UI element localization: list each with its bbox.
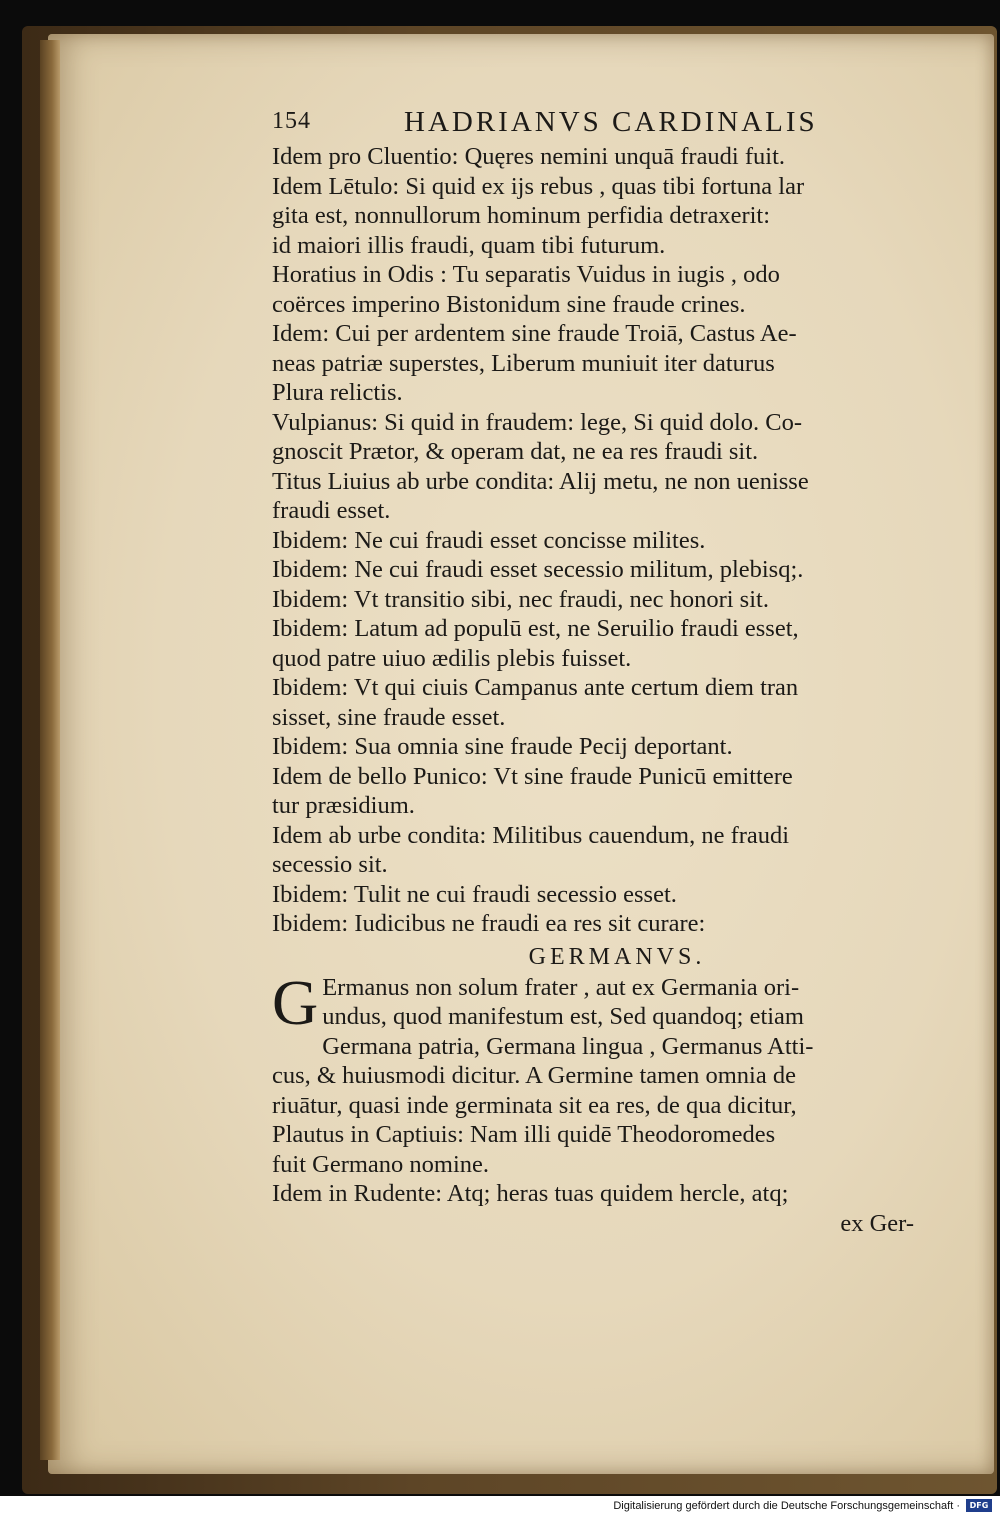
text-line: undus, quod manifestum est, Sed quandoq; etiam: [322, 1003, 804, 1030]
text-line: Ibidem: Latum ad populū est, ne Seruilio fraudi esset,: [272, 615, 799, 642]
text-lines-bottom: [272, 1032, 922, 1209]
text-line: gnoscit Prætor, & operam dat, ne ea res fraudi sit.: [272, 438, 759, 465]
section-heading: GERMANVS.: [528, 943, 706, 970]
main-text: [272, 142, 922, 1238]
catchword: ex Ger-: [840, 1209, 914, 1237]
text-line: quod patre uiuo ædilis plebis fuisset.: [272, 644, 632, 672]
text-line: riuātur, quasi inde germinata sit ea res, de qua dicitur,: [272, 1091, 797, 1119]
text-line: Vulpianus: Si quid in fraudem: lege, Si quid dolo. Co-: [272, 408, 803, 436]
text-line: gita est, nonnullorum hominum perfidia detraxerit:: [272, 202, 771, 229]
text-line: Plautus in Captiuis: Nam illi quidē Theodoromedes: [272, 1121, 776, 1148]
page-edge: [40, 40, 60, 1460]
text-line: Germana patria, Germana lingua , Germanus Atti-: [322, 1032, 814, 1060]
text-line: Titus Liuius ab urbe condita: Alij metu, ne non uenisse: [272, 467, 809, 495]
dropcap-paragraph: [272, 966, 922, 1038]
text-line: Plura relictis.: [272, 379, 403, 406]
text-line: tur præsidium.: [272, 792, 415, 819]
running-title: HADRIANVS CARDINALIS: [404, 106, 818, 138]
text-line: Idem pro Cluentio: Quęres nemini unquā fraudi fuit.: [272, 143, 786, 170]
text-line: id maiori illis fraudi, quam tibi futurum.: [272, 231, 666, 259]
text-line: Idem ab urbe condita: Militibus cauendum, ne fraudi: [272, 821, 790, 849]
funding-notice: Digitalisierung gefördert durch die Deutsche Forschungsgemeinschaft ·: [613, 1500, 960, 1512]
text-line: fuit Germano nomine.: [272, 1150, 490, 1178]
text-line: Idem in Rudente: Atq; heras tuas quidem hercle, atq;: [272, 1180, 789, 1207]
text-line: fraudi esset.: [272, 497, 391, 524]
dfg-logo: DFG: [966, 1499, 992, 1512]
text-line: Ibidem: Vt transitio sibi, nec fraudi, nec honori sit.: [272, 585, 769, 613]
text-line: secessio sit.: [272, 851, 388, 878]
text-line: Idem Lētulo: Si quid ex ijs rebus , quas tibi fortuna lar: [272, 172, 805, 200]
page-number: 154: [272, 108, 311, 134]
text-line: Idem: Cui per ardentem sine fraude Troiā, Castus Ae-: [272, 320, 797, 347]
text-line: Ibidem: Ne cui fraudi esset secessio militum, plebisq;.: [272, 556, 804, 583]
text-line: Ibidem: Tulit ne cui fraudi secessio esset.: [272, 880, 677, 908]
text-line: Ibidem: Ne cui fraudi esset concisse milites.: [272, 526, 706, 554]
text-line: Horatius in Odis : Tu separatis Vuidus in iugis , odo: [272, 261, 780, 288]
text-line: Ermanus non solum frater , aut ex Germania ori-: [322, 973, 800, 1001]
text-lines-top: [272, 142, 922, 939]
text-line: Idem de bello Punico: Vt sine fraude Punicū emittere: [272, 762, 793, 790]
text-line: sisset, sine fraude esset.: [272, 703, 506, 731]
text-line: coërces imperino Bistonidum sine fraude crines.: [272, 290, 746, 318]
text-line: Ibidem: Iudicibus ne fraudi ea res sit curare:: [272, 910, 706, 937]
text-line: Ibidem: Vt qui ciuis Campanus ante certum diem tran: [272, 674, 799, 701]
text-line: neas patriæ superstes, Liberum muniuit iter daturus: [272, 349, 775, 377]
text-line: Ibidem: Sua omnia sine fraude Pecij deportant.: [272, 733, 733, 760]
drop-cap: G: [272, 966, 319, 1038]
footer-bar: [0, 1496, 1000, 1516]
text-line: cus, & huiusmodi dicitur. A Germine tamen omnia de: [272, 1062, 796, 1089]
